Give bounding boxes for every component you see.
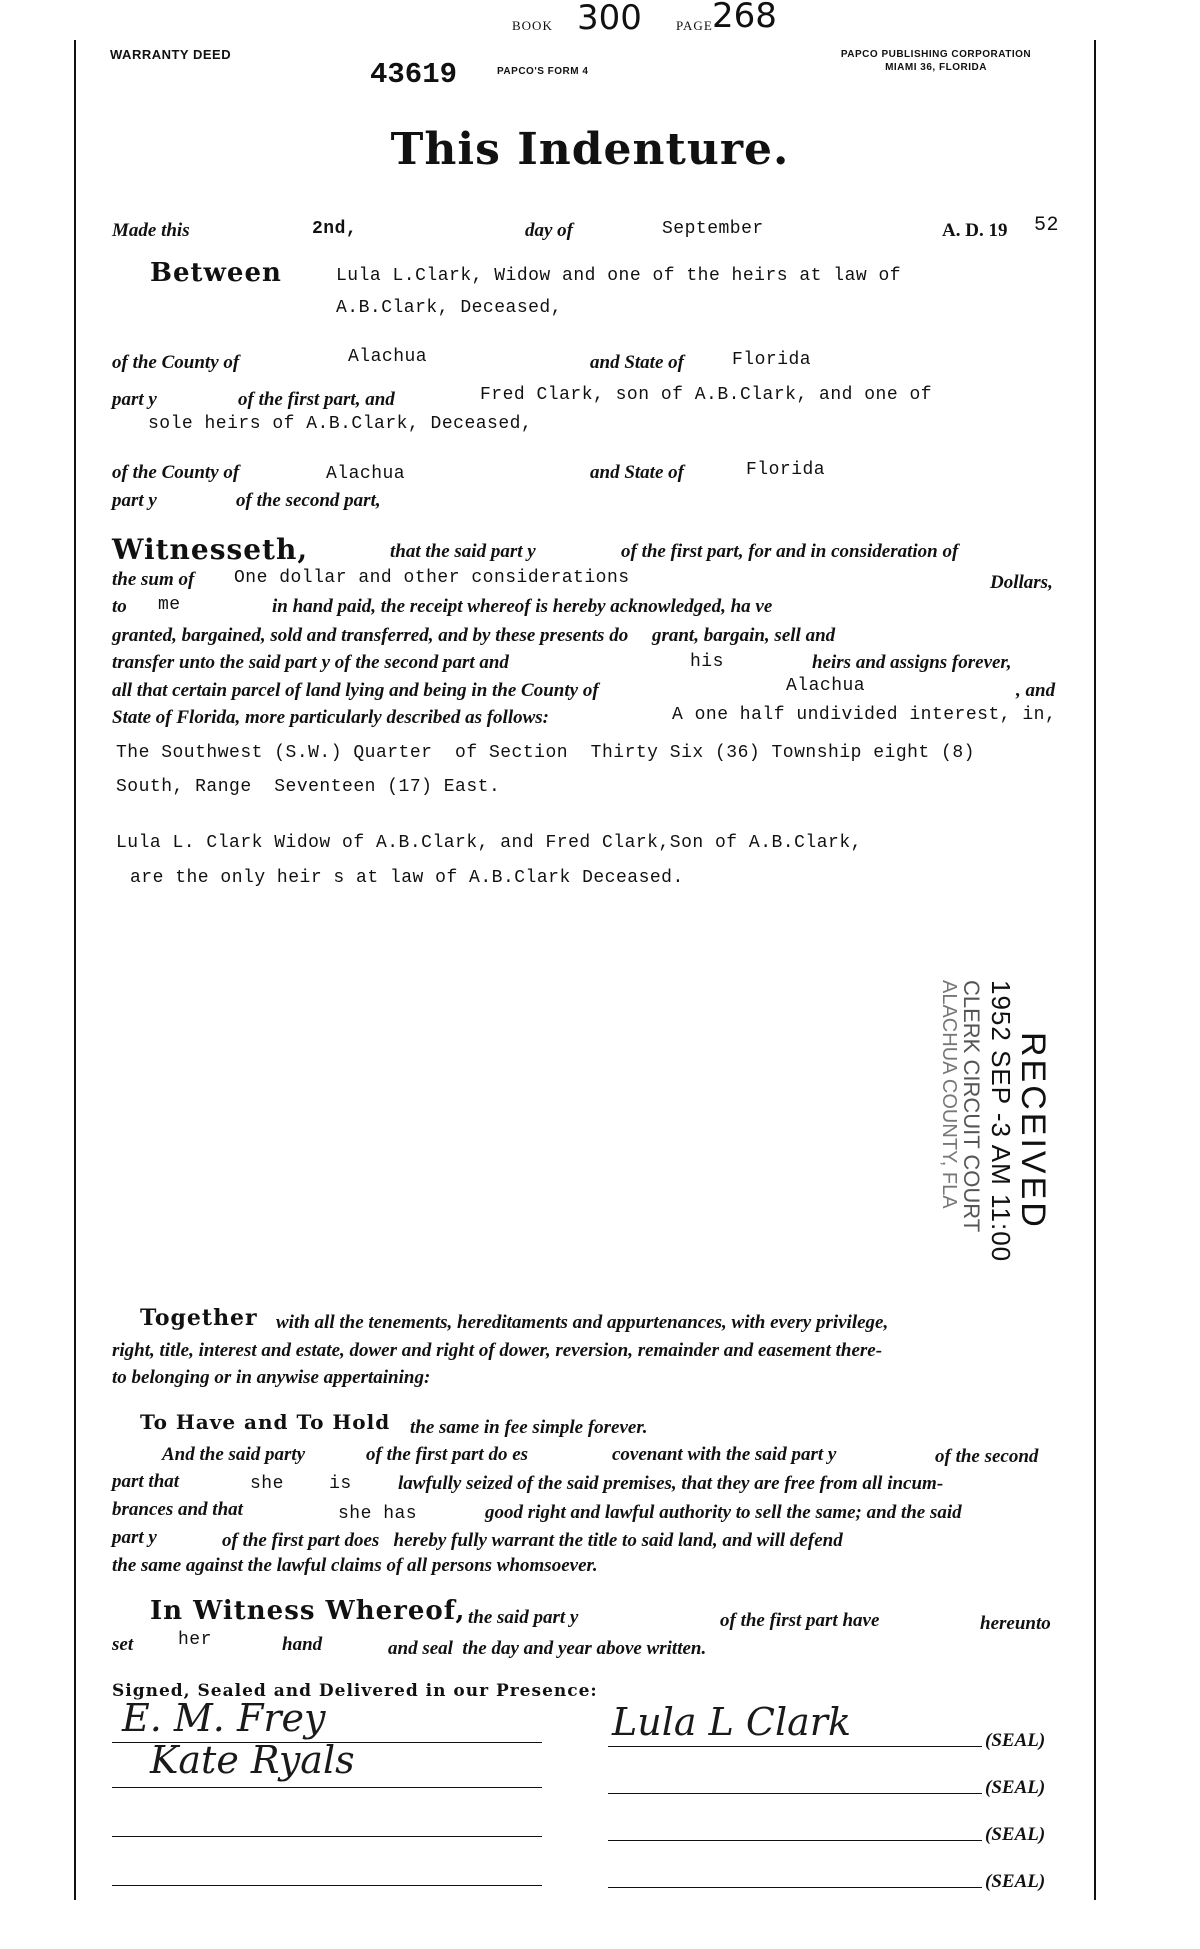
habendum-l5b: of the first part does hereby fully warrant the title to said land, and will defend xyxy=(222,1530,843,1551)
grantor-line-1: Lula L.Clark, Widow and one of the heirs at law of xyxy=(336,266,902,286)
witness-2-signature: Kate Ryals xyxy=(150,1738,355,1782)
book-label: BOOK xyxy=(512,18,553,33)
seal-line-2 xyxy=(608,1793,982,1794)
first-county: Alachua xyxy=(348,347,428,367)
habendum-l4c: good right and lawful authority to sell the same; and the said xyxy=(485,1502,962,1523)
second-county-label: of the County of xyxy=(112,462,240,483)
stamp-date: 1952 SEP -3 AM 11:00 xyxy=(986,980,1016,1263)
seal-line-1 xyxy=(608,1746,982,1747)
page-number: 268 xyxy=(712,0,777,36)
witnesseth-l2a: the sum of xyxy=(112,569,195,590)
habendum-l4b: she has xyxy=(338,1504,418,1524)
grantee-line-1: Fred Clark, son of A.B.Clark, and one of xyxy=(480,385,933,405)
made-this-label: Made this xyxy=(112,220,190,241)
first-state: Florida xyxy=(732,350,812,370)
grantor-line-2: A.B.Clark, Deceased, xyxy=(336,298,563,318)
witness-2-line xyxy=(112,1787,542,1788)
party-first-label: of the first part, and xyxy=(238,389,395,410)
habendum-l3a: part that xyxy=(112,1471,180,1492)
grantee-pronoun: his xyxy=(690,652,724,672)
habendum-l1: the same in fee simple forever. xyxy=(410,1417,648,1438)
seal-3: (SEAL) xyxy=(985,1824,1046,1845)
stamp-received: RECEIVED xyxy=(1014,1032,1052,1230)
execution-month: September xyxy=(662,219,764,239)
second-state: Florida xyxy=(746,460,826,480)
grantor-signature: Lula L Clark xyxy=(612,1700,851,1744)
witnesseth-l1a: that the said part y xyxy=(390,541,536,562)
party-second-label: of the second part, xyxy=(236,490,381,511)
land-county: Alachua xyxy=(786,676,866,696)
signed-sealed-label: Signed, Sealed and Delivered in our Presence: xyxy=(112,1681,598,1701)
seal-4: (SEAL) xyxy=(985,1871,1046,1892)
together-l1: with all the tenements, hereditaments and appurtenances, with every privilege, xyxy=(276,1312,889,1333)
seal-line-3 xyxy=(608,1840,982,1841)
right-margin-rule xyxy=(1094,40,1096,1900)
witnesseth-label: Witnesseth, xyxy=(112,533,309,566)
publisher-city: MIAMI 36, FLORIDA xyxy=(885,62,987,73)
form-number: PAPCO'S FORM 4 xyxy=(497,66,589,77)
witnesseth-l5a: transfer unto the said part y of the second part and xyxy=(112,652,509,673)
witnesseth-l6a: all that certain parcel of land lying and being in the County of xyxy=(112,680,599,701)
habendum-l3b: she is xyxy=(250,1474,352,1494)
witness-4-line xyxy=(112,1885,542,1886)
habendum-l3c: lawfully seized of the said premises, that they are free from all incum- xyxy=(398,1473,944,1494)
witnesseth-l2c: Dollars, xyxy=(990,572,1053,593)
witness-whereof-l1a: the said part y xyxy=(468,1607,579,1628)
seal-line-4 xyxy=(608,1887,982,1888)
habendum-l4a: brances and that xyxy=(112,1499,243,1520)
witnesseth-l6c: , and xyxy=(1016,680,1056,701)
recipient: me xyxy=(158,595,181,615)
witnesseth-l3a: to xyxy=(112,596,127,617)
legal-description-2: South, Range Seventeen (17) East. xyxy=(116,777,501,797)
first-county-label: of the County of xyxy=(112,352,240,373)
document-number: 43619 xyxy=(370,58,458,91)
party-first-prefix: part y xyxy=(112,389,157,410)
first-state-label: and State of xyxy=(590,352,684,373)
stamp-clerk: CLERK CIRCUIT COURT xyxy=(959,980,984,1233)
witness-whereof-l1c: hereunto xyxy=(980,1613,1051,1634)
description-start: A one half undivided interest, in, xyxy=(672,705,1057,725)
consideration: One dollar and other considerations xyxy=(234,568,630,588)
page-label: PAGE xyxy=(676,18,713,33)
execution-day: 2nd, xyxy=(312,219,358,239)
stamp-county: ALACHUA COUNTY, FLA xyxy=(938,980,960,1209)
second-county: Alachua xyxy=(326,464,406,484)
witness-whereof-l2a: set xyxy=(112,1634,134,1655)
party-second-prefix: part y xyxy=(112,490,157,511)
grantee-line-2: sole heirs of A.B.Clark, Deceased, xyxy=(148,414,533,434)
anno-domini-label: A. D. 19 xyxy=(942,220,1008,241)
second-state-label: and State of xyxy=(590,462,684,483)
witnesseth-l3c: in hand paid, the receipt whereof is hereby acknowledged, ha ve xyxy=(272,596,773,617)
seal-2: (SEAL) xyxy=(985,1777,1046,1798)
between-label: Between xyxy=(150,258,282,288)
grantor-pronoun: her xyxy=(178,1630,212,1650)
witnesseth-l4: granted, bargained, sold and transferred, and by these presents do grant, bargain, sell and xyxy=(112,625,836,646)
habendum-l2b: of the first part do es xyxy=(366,1444,529,1465)
witness-whereof-l1b: of the first part have xyxy=(720,1610,880,1631)
together-label: Together xyxy=(140,1305,258,1331)
witness-1-signature: E. M. Frey xyxy=(122,1696,326,1740)
publisher-name: PAPCO PUBLISHING CORPORATION xyxy=(840,49,1032,60)
witness-whereof-l2d: and seal the day and year above written. xyxy=(388,1638,707,1659)
seal-1: (SEAL) xyxy=(985,1730,1046,1751)
habendum-l2d: of the second xyxy=(935,1446,1039,1467)
heirship-line-2: are the only heir s at law of A.B.Clark Deceased. xyxy=(130,868,684,888)
legal-description-1: The Southwest (S.W.) Quarter of Section Thirty Six (36) Township eight (8) xyxy=(116,743,975,763)
habendum-l5a: part y xyxy=(112,1527,157,1548)
habendum-l2a: And the said party xyxy=(162,1444,306,1465)
witness-whereof-l2c: hand xyxy=(282,1634,323,1655)
form-title: WARRANTY DEED xyxy=(110,47,232,62)
left-margin-rule xyxy=(74,40,76,1900)
witness-3-line xyxy=(112,1836,542,1837)
book-number: 300 xyxy=(577,0,642,38)
day-of-label: day of xyxy=(525,220,574,241)
habendum-l6: the same against the lawful claims of all persons whomsoever. xyxy=(112,1555,598,1576)
recording-stamp xyxy=(880,980,1180,1300)
habendum-l2c: covenant with the said part y xyxy=(612,1444,837,1465)
witness-whereof-label: In Witness Whereof, xyxy=(150,1596,466,1626)
witnesseth-l7a: State of Florida, more particularly described as follows: xyxy=(112,707,549,728)
witnesseth-l1b: of the first part, for and in consideration of xyxy=(621,541,959,562)
habendum-label: To Have and To Hold xyxy=(140,1410,391,1434)
witnesseth-l5c: heirs and assigns forever, xyxy=(812,652,1012,673)
together-l2: right, title, interest and estate, dower and right of dower, reversion, remainder and easement there- xyxy=(112,1340,883,1361)
execution-year: 52 xyxy=(1034,214,1060,237)
heirship-line-1: Lula L. Clark Widow of A.B.Clark, and Fred Clark,Son of A.B.Clark, xyxy=(116,833,862,853)
together-l3: to belonging or in anywise appertaining: xyxy=(112,1367,431,1388)
document-title: This Indenture. xyxy=(390,124,790,175)
